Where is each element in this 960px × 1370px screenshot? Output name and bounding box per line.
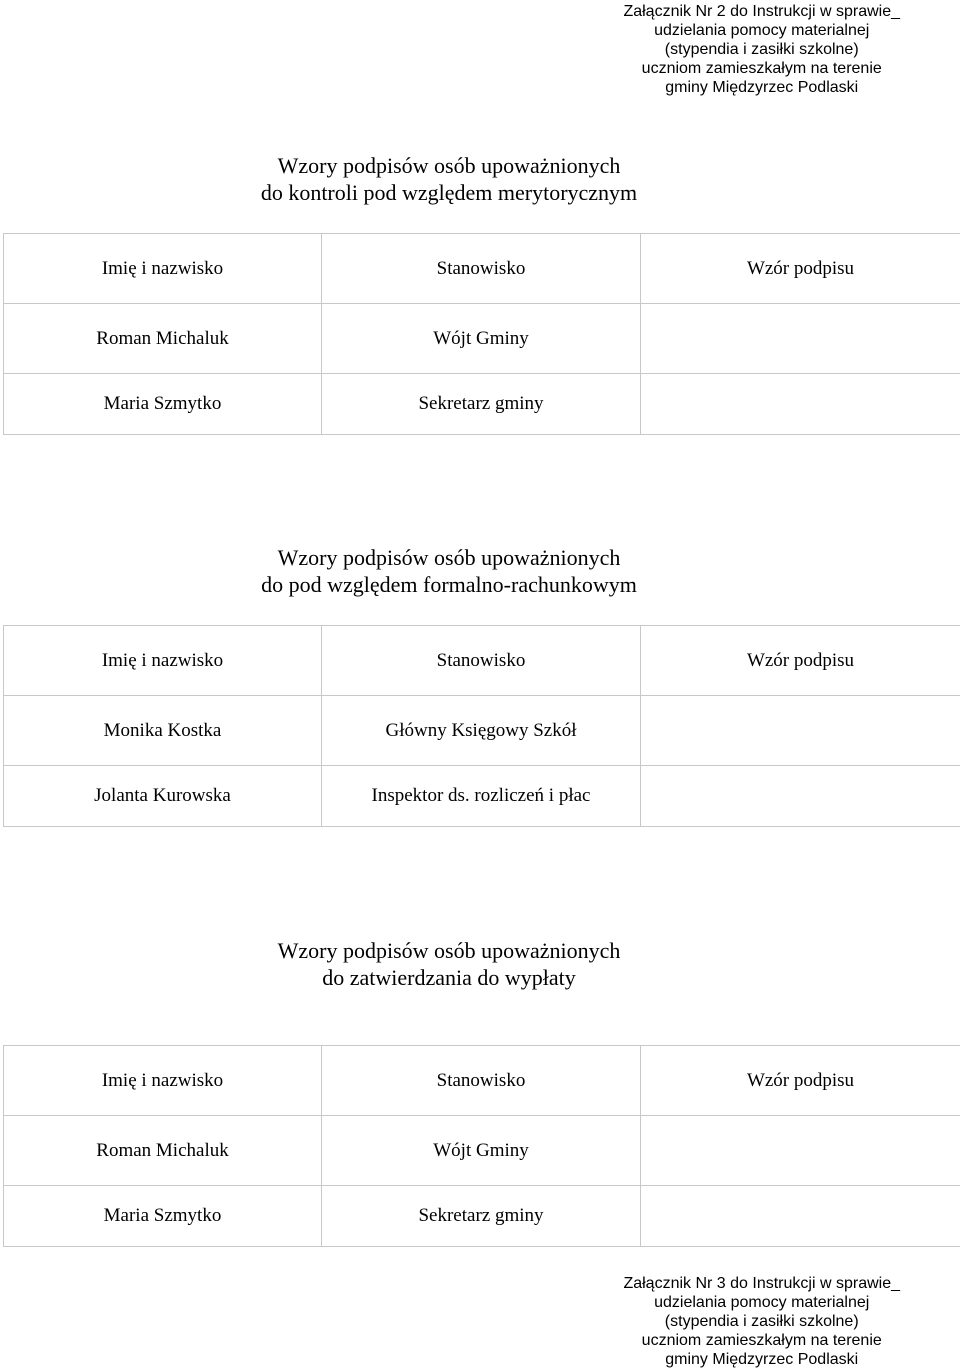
cell-name: Roman Michaluk: [4, 304, 322, 374]
table-header-row: [4, 626, 960, 696]
table-row: [4, 1116, 960, 1186]
signature-table: [3, 625, 960, 827]
cell-position: Inspektor ds. rozliczeń i płac: [322, 766, 641, 827]
column-header-signature: Wzór podpisu: [641, 1046, 960, 1116]
table-header-row: [4, 234, 960, 304]
column-header-name: Imię i nazwisko: [4, 626, 322, 696]
cell-name: Roman Michaluk: [4, 1116, 322, 1186]
column-header-signature: Wzór podpisu: [641, 626, 960, 696]
cell-signature: [641, 696, 960, 766]
table-row: [4, 696, 960, 766]
section-title-line: Wzory podpisów osób upoważnionych: [277, 938, 621, 963]
section-title-line: do pod względem formalno-rachunkowym: [261, 572, 637, 597]
annex-line: Załącznik Nr 3 do Instrukcji w sprawie_: [623, 1275, 900, 1292]
section-title-line: do zatwierdzania do wypłaty: [322, 965, 576, 990]
cell-position: Główny Księgowy Szkół: [322, 696, 641, 766]
annex-line: (stypendia i zasiłki szkolne): [664, 41, 859, 58]
column-header-name: Imię i nazwisko: [4, 1046, 322, 1116]
annex-footer: [623, 1274, 900, 1369]
column-header-signature: Wzór podpisu: [641, 234, 960, 304]
cell-signature: [641, 304, 960, 374]
annex-line: uczniom zamieszkałym na terenie: [641, 1332, 882, 1349]
annex-header: [623, 2, 900, 97]
annex-line: Załącznik Nr 2 do Instrukcji w sprawie_: [623, 3, 900, 20]
cell-signature: [641, 766, 960, 827]
annex-line: udzielania pomocy materialnej: [654, 1294, 870, 1311]
annex-line: (stypendia i zasiłki szkolne): [664, 1313, 859, 1330]
cell-signature: [641, 1116, 960, 1186]
annex-line: gminy Międzyrzec Podlaski: [665, 1351, 859, 1368]
cell-name: Monika Kostka: [4, 696, 322, 766]
table-header-row: [4, 1046, 960, 1116]
annex-line: udzielania pomocy materialnej: [654, 22, 870, 39]
cell-name: Maria Szmytko: [4, 1186, 322, 1247]
cell-signature: [641, 374, 960, 435]
cell-position: Wójt Gminy: [322, 304, 641, 374]
section-title: [0, 937, 898, 991]
column-header-position: Stanowisko: [322, 626, 641, 696]
table-row: [4, 1186, 960, 1247]
cell-position: Sekretarz gminy: [322, 1186, 641, 1247]
table-row: [4, 304, 960, 374]
section-title: [0, 152, 898, 206]
column-header-position: Stanowisko: [322, 234, 641, 304]
section-title-line: Wzory podpisów osób upoważnionych: [277, 545, 621, 570]
cell-name: Maria Szmytko: [4, 374, 322, 435]
section-title: [0, 544, 898, 598]
annex-line: uczniom zamieszkałym na terenie: [641, 60, 882, 77]
signature-table: [3, 1045, 960, 1247]
section-title-line: do kontroli pod względem merytorycznym: [260, 180, 638, 205]
section-title-line: Wzory podpisów osób upoważnionych: [277, 153, 621, 178]
column-header-position: Stanowisko: [322, 1046, 641, 1116]
cell-position: Sekretarz gminy: [322, 374, 641, 435]
table-row: [4, 766, 960, 827]
annex-line: gminy Międzyrzec Podlaski: [665, 79, 859, 96]
cell-name: Jolanta Kurowska: [4, 766, 322, 827]
cell-position: Wójt Gminy: [322, 1116, 641, 1186]
column-header-name: Imię i nazwisko: [4, 234, 322, 304]
cell-signature: [641, 1186, 960, 1247]
signature-table: [3, 233, 960, 435]
table-row: [4, 374, 960, 435]
